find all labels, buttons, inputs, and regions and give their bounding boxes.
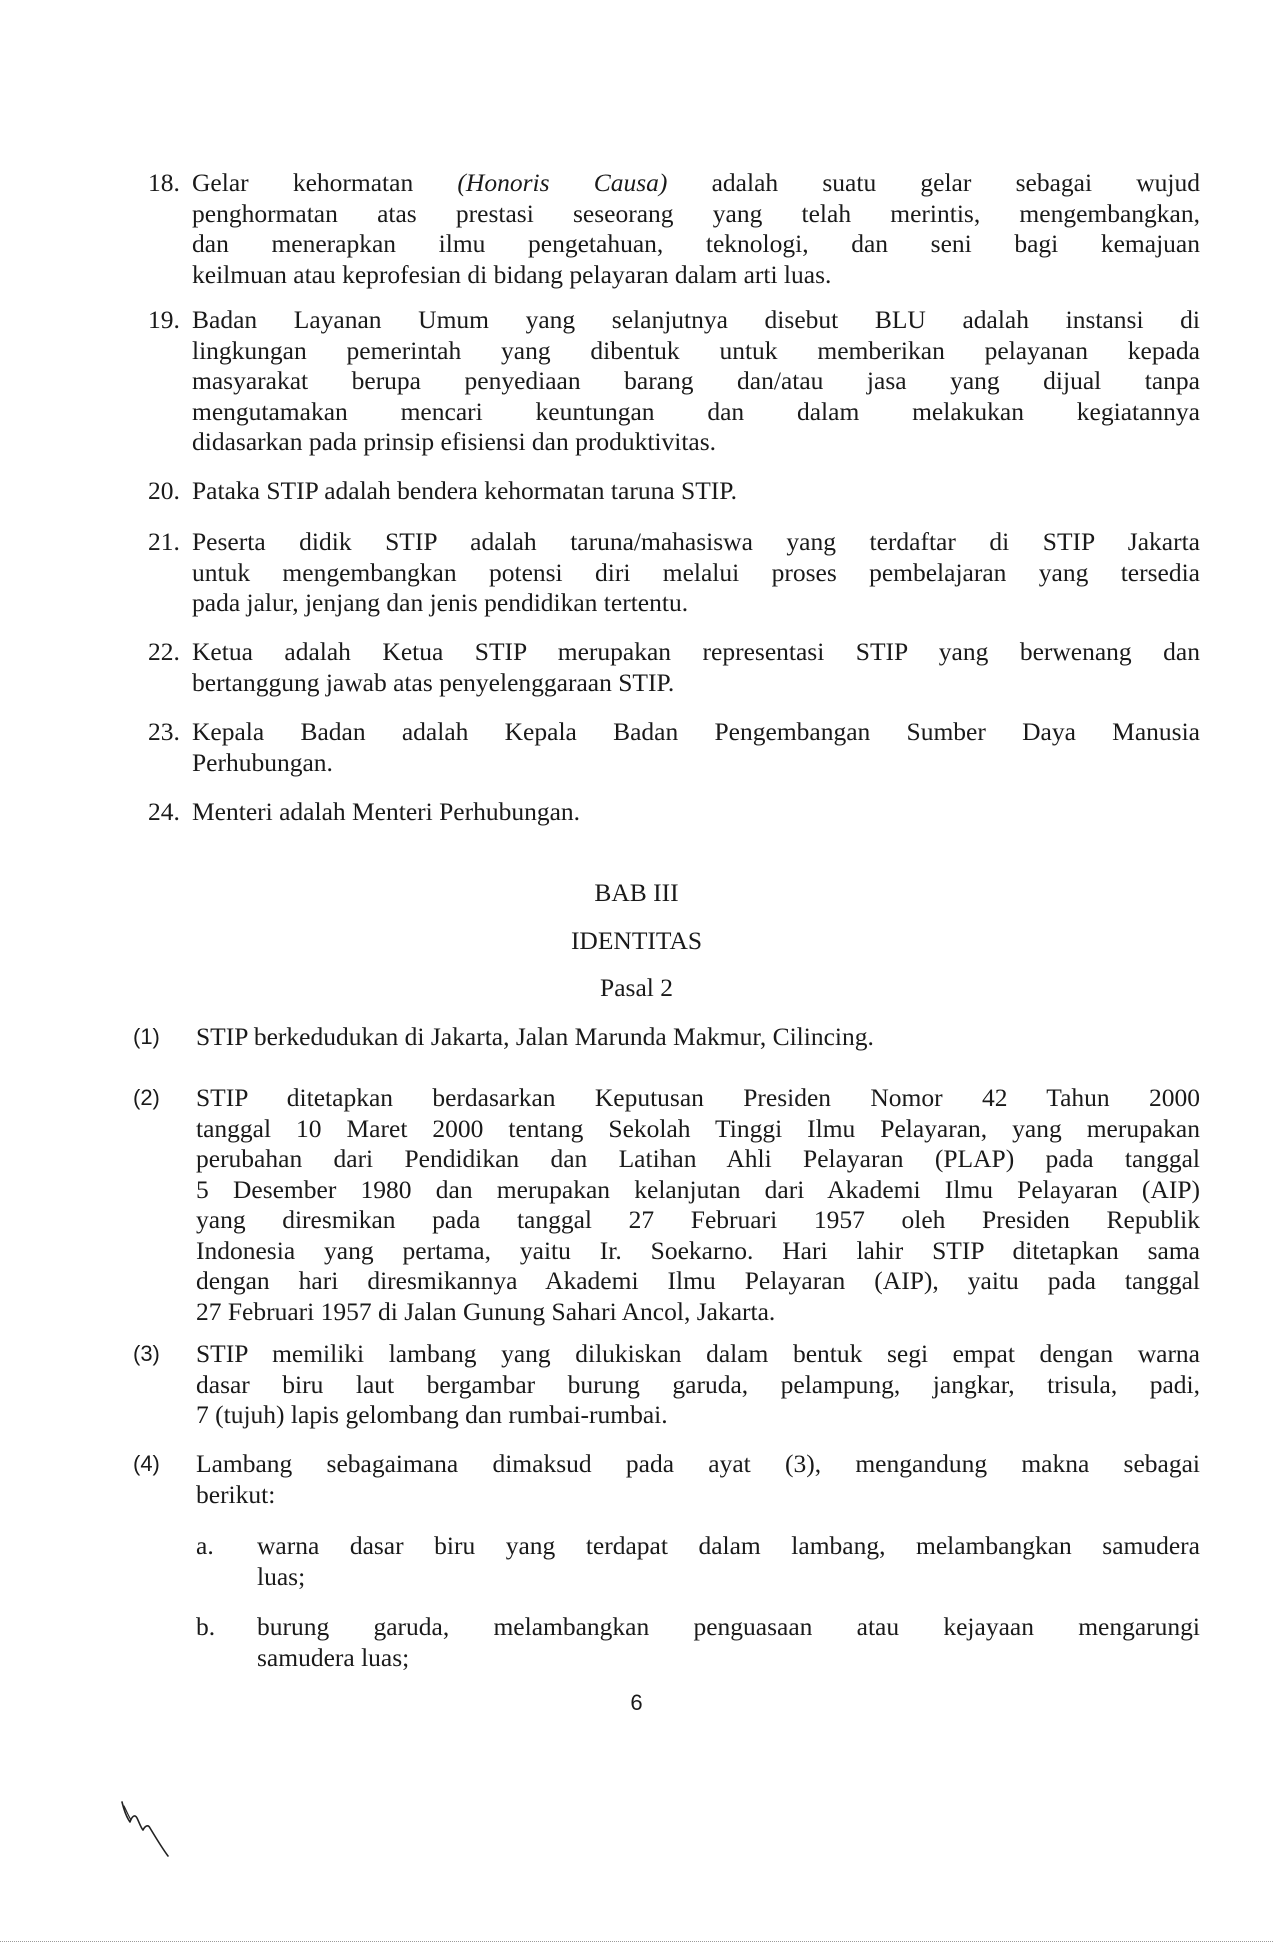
definition-number: 19. — [148, 305, 180, 334]
article-title: Pasal 2 — [600, 973, 673, 1002]
text-line: perubahan dari Pendidikan dan Latihan Ahli Pelayaran (PLAP) pada tanggal — [196, 1144, 1200, 1173]
text-line: Badan Layanan Umum yang selanjutnya disebut BLU adalah instansi di — [192, 305, 1200, 334]
text-line: tanggal 10 Maret 2000 tentang Sekolah Tinggi Ilmu Pelayaran, yang merupakan — [196, 1113, 1200, 1143]
text-line: luas; — [257, 1561, 306, 1591]
sub-item-letter: b. — [196, 1612, 216, 1641]
text-line: dengan hari diresmikannya Akademi Ilmu Pelayaran (AIP), yaitu pada tanggal — [196, 1266, 1200, 1295]
ayat-text — [196, 1083, 1200, 1327]
sub-item-letter: a. — [196, 1531, 214, 1560]
ayat-text — [196, 1022, 1200, 1053]
text-line: penghormatan atas prestasi seseorang yang telah merintis, mengembangkan, — [192, 198, 1200, 228]
ayat-text — [196, 1339, 1200, 1431]
text-line: STIP memiliki lambang yang dilukiskan dalam bentuk segi empat dengan warna — [196, 1339, 1200, 1368]
text-line: pada jalur, jenjang dan jenis pendidikan tertentu. — [192, 588, 689, 617]
text-line: lingkungan pemerintah yang dibentuk untuk memberikan pelayanan kepada — [192, 335, 1200, 365]
ayat-text — [196, 1449, 1200, 1510]
definition-number: 20. — [148, 476, 180, 505]
initial-signature-icon — [110, 1798, 180, 1868]
text-line: didasarkan pada prinsip efisiensi dan produktivitas. — [192, 427, 717, 456]
text-line: mengutamakan mencari keuntungan dan dalam melakukan kegiatannya — [192, 396, 1200, 426]
text-line: Kepala Badan adalah Kepala Badan Pengembangan Sumber Daya Manusia — [192, 717, 1200, 746]
sub-item-text — [257, 1531, 1200, 1592]
definition-text — [192, 168, 1200, 290]
text-line: 7 (tujuh) lapis gelombang dan rumbai-rumbai. — [196, 1400, 668, 1429]
text-line: bertanggung jawab atas penyelenggaraan STIP. — [192, 667, 675, 697]
text-line: Lambang sebagaimana dimaksud pada ayat (3), mengandung makna sebagai — [196, 1449, 1200, 1478]
text-line: burung garuda, melambangkan penguasaan atau kejayaan mengarungi — [257, 1612, 1200, 1641]
text-line: samudera luas; — [257, 1642, 410, 1672]
text-line: dasar biru laut bergambar burung garuda, pelampung, jangkar, trisula, padi, — [196, 1369, 1200, 1399]
text-line: keilmuan atau keprofesian di bidang pelayaran dalam arti luas. — [192, 259, 832, 289]
text-line: dan menerapkan ilmu pengetahuan, teknologi, dan seni bagi kemajuan — [192, 229, 1200, 258]
chapter-title: IDENTITAS — [570, 926, 703, 955]
text-line: Indonesia yang pertama, yaitu Ir. Soekarno. Hari lahir STIP ditetapkan sama — [196, 1235, 1200, 1265]
definition-text — [192, 527, 1200, 619]
text-line: masyarakat berupa penyediaan barang dan/atau jasa yang dijual tanpa — [192, 366, 1200, 395]
definition-number: 23. — [148, 717, 180, 746]
text-line: 5 Desember 1980 dan merupakan kelanjutan dari Akademi Ilmu Pelayaran (AIP) — [196, 1174, 1200, 1204]
chapter-number: BAB III — [594, 878, 679, 907]
text-line: Ketua adalah Ketua STIP merupakan representasi STIP yang berwenang dan — [192, 637, 1200, 666]
definition-number: 21. — [148, 527, 180, 556]
ayat-number: (4) — [133, 1451, 160, 1476]
definition-number: 22. — [148, 637, 180, 666]
text-line: berikut: — [196, 1479, 276, 1509]
text-line: untuk mengembangkan potensi diri melalui proses pembelajaran yang tersedia — [192, 557, 1200, 587]
page-bottom-rule — [0, 1941, 1273, 1942]
text-line: Gelar kehormatan (Honoris Causa) adalah suatu gelar sebagai wujud — [192, 168, 1201, 197]
definition-number: 18. — [148, 168, 180, 197]
text-line: Perhubungan. — [192, 747, 333, 777]
text-line: Menteri adalah Menteri Perhubungan. — [192, 797, 581, 826]
definition-text — [192, 797, 1200, 828]
definition-text — [192, 637, 1200, 698]
ayat-number: (1) — [133, 1024, 160, 1049]
definition-number: 24. — [148, 797, 180, 826]
ayat-number: (2) — [133, 1085, 160, 1110]
page-number: 6 — [630, 1690, 643, 1715]
ayat-number: (3) — [133, 1341, 160, 1366]
definition-text — [192, 305, 1200, 458]
text-line: STIP ditetapkan berdasarkan Keputusan Presiden Nomor 42 Tahun 2000 — [196, 1083, 1200, 1112]
definition-text — [192, 476, 1200, 507]
definition-text — [192, 717, 1200, 778]
text-line: Pataka STIP adalah bendera kehormatan taruna STIP. — [192, 476, 738, 505]
text-line: STIP berkedudukan di Jakarta, Jalan Marunda Makmur, Cilincing. — [196, 1022, 874, 1051]
text-line: yang diresmikan pada tanggal 27 Februari 1957 oleh Presiden Republik — [196, 1205, 1200, 1234]
sub-item-text — [257, 1612, 1200, 1673]
text-line: Peserta didik STIP adalah taruna/mahasiswa yang terdaftar di STIP Jakarta — [192, 527, 1200, 556]
text-line: 27 Februari 1957 di Jalan Gunung Sahari Ancol, Jakarta. — [196, 1296, 776, 1326]
text-line: warna dasar biru yang terdapat dalam lambang, melambangkan samudera — [257, 1531, 1200, 1560]
